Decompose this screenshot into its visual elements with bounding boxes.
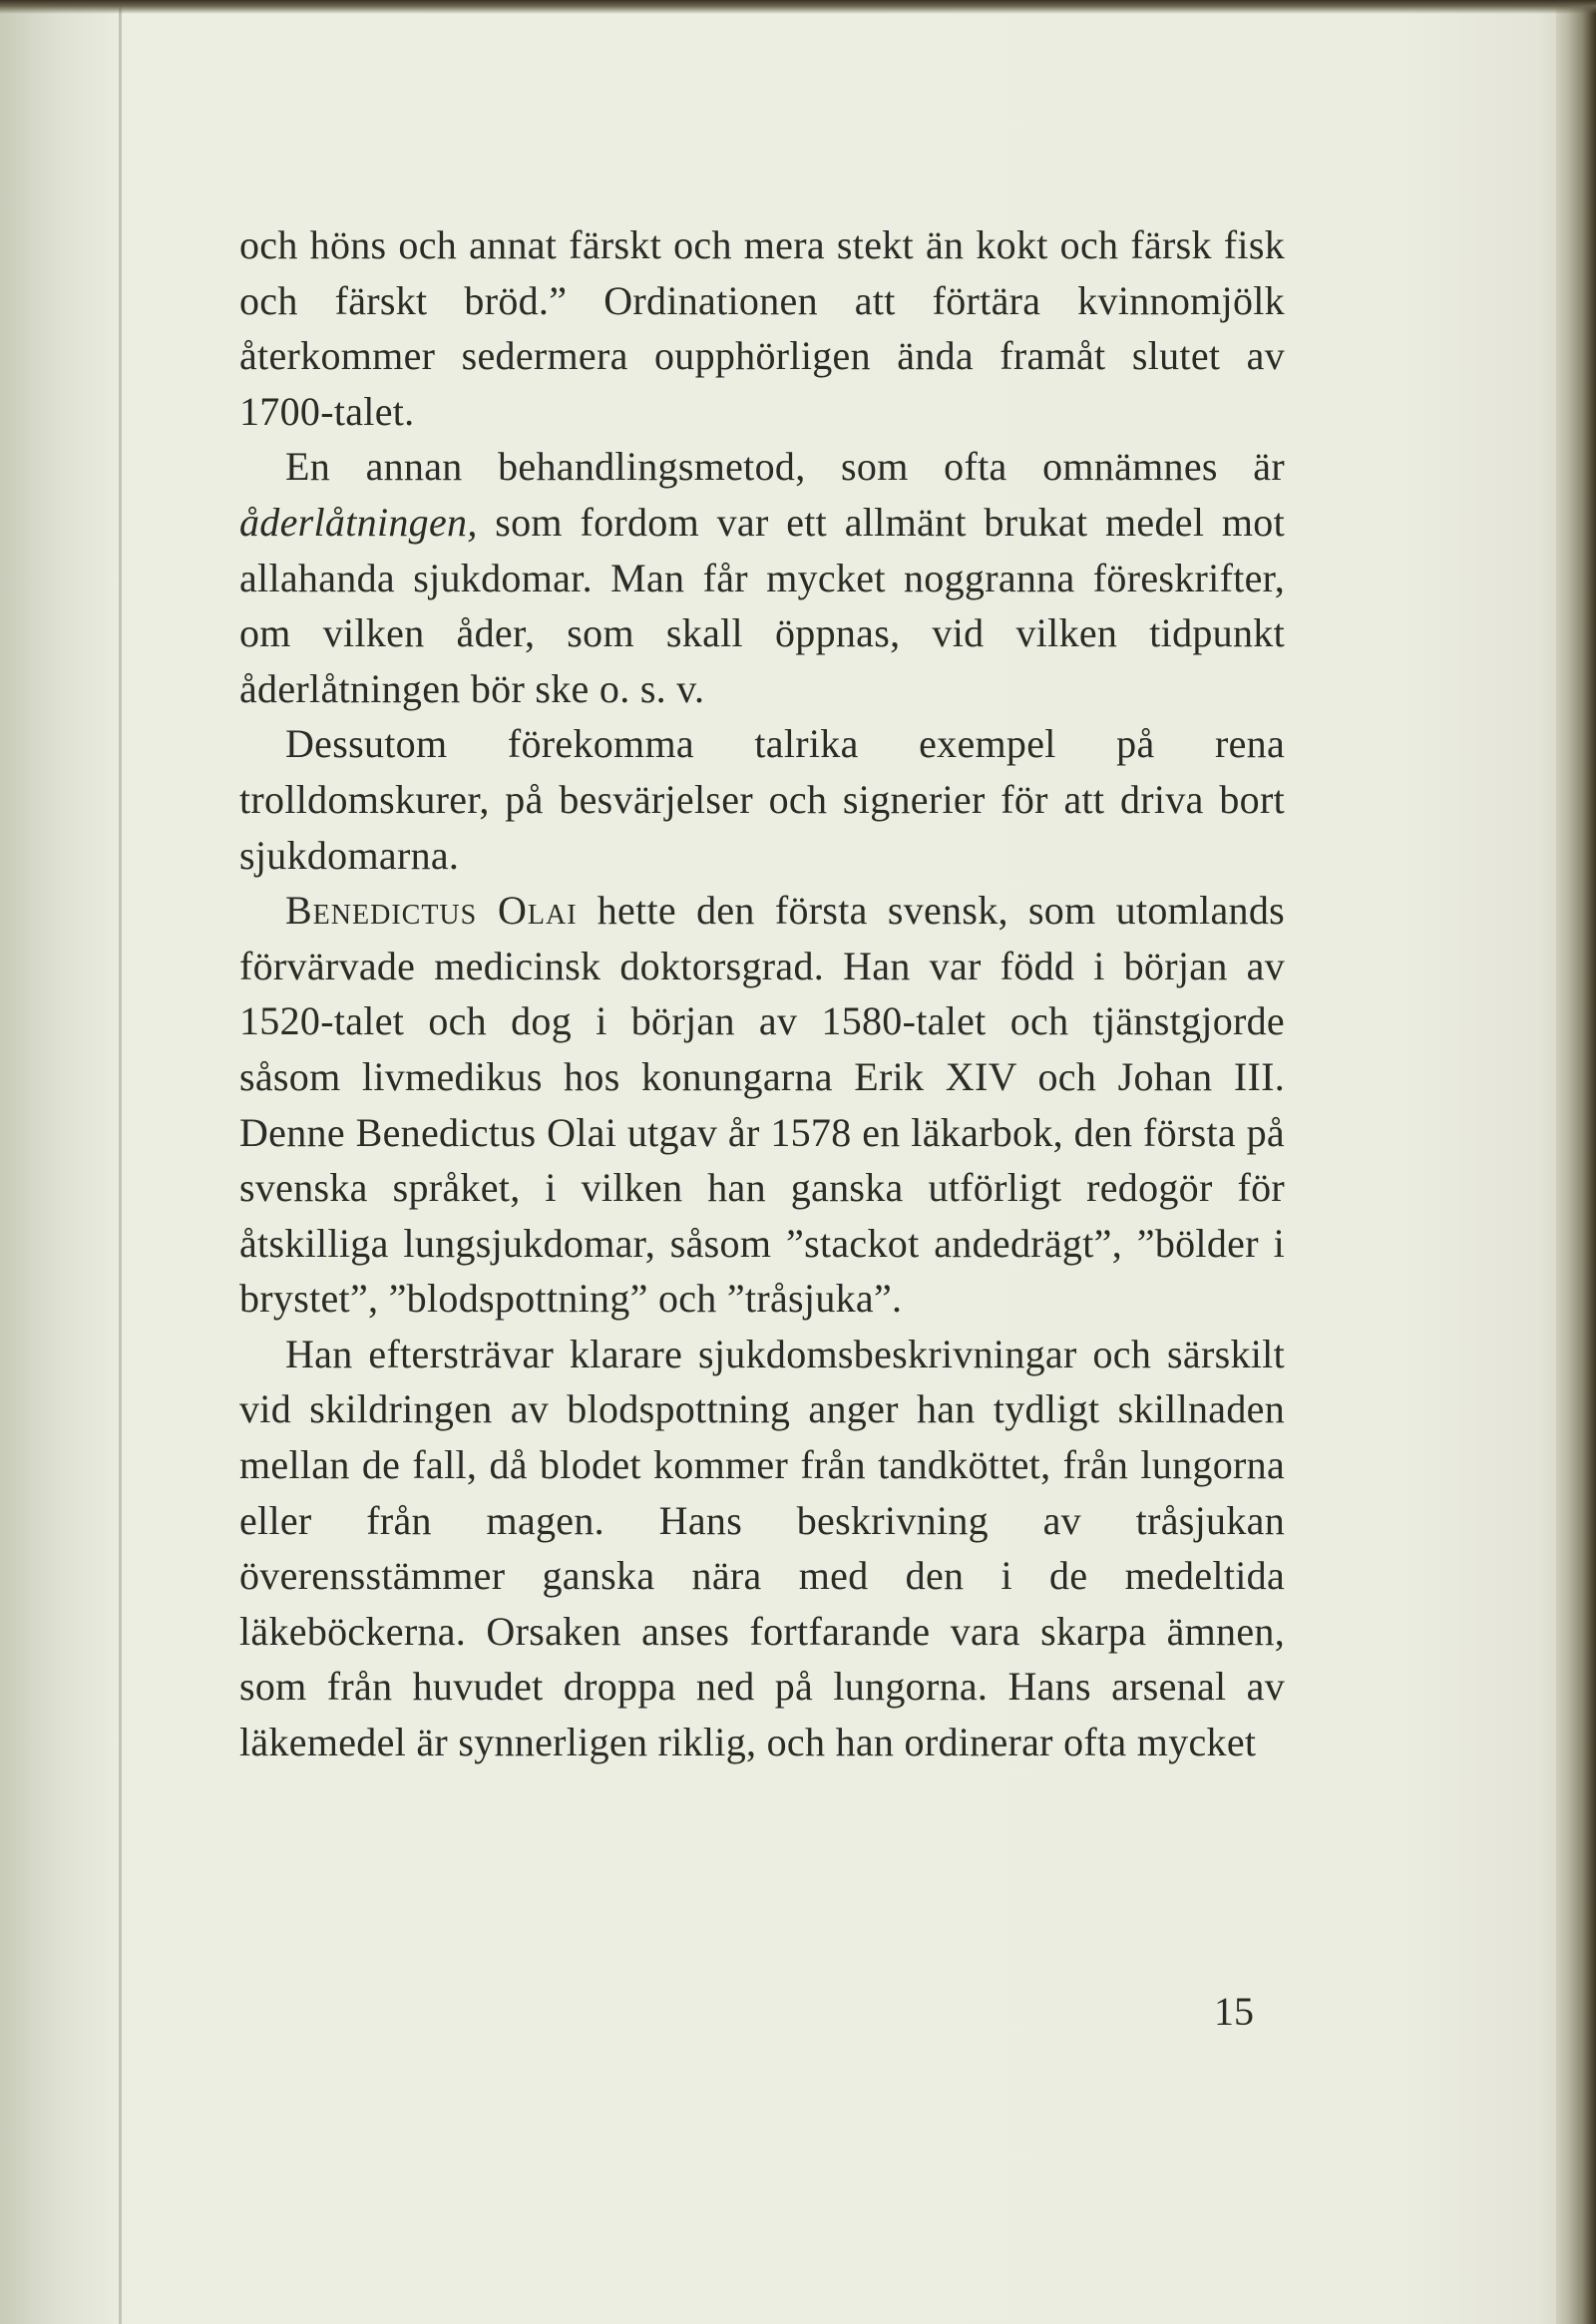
paragraph-2	[239, 439, 1285, 716]
person-name: Benedictus Olai	[285, 888, 578, 934]
emphasized-term: åderlåtningen,	[239, 499, 478, 545]
book-edge	[1556, 0, 1596, 2324]
paragraph-1: och höns och annat färskt och mera stekt än kokt och färsk fisk och färskt bröd.” Ordinationen att förtära kvinnomjölk återkommer sedermera oupphörligen ända framåt slutet av 1700-talet.	[239, 222, 1285, 434]
paragraph-3: Dessutom förekomma talrika exempel på rena trolldomskurer, på besvärjelser och signerier för att driva bort sjukdomarna.	[239, 721, 1285, 878]
binding-fold	[119, 0, 122, 2324]
paragraph-2-lead: En annan behandlingsmetod, som ofta omnämnes är	[285, 444, 1285, 490]
page-number: 15	[1214, 1989, 1254, 2034]
paragraph-2-rest: som fordom var ett allmänt brukat medel mot allahanda sjukdomar. Man får mycket noggranna föreskrifter, om vilken åder, som skall öppnas, vid vilken tidpunkt åderlåtningen bör ske o. s. v.	[239, 499, 1285, 711]
paragraph-4	[239, 883, 1285, 1327]
paragraph-4-rest: hette den första svensk, som utomlands förvärvade medicinsk doktorsgrad. Han var född i början av 1520-talet och dog i början av 1580-talet och tjänstgjorde såsom livmedikus hos konungarna Erik XIV och Johan III. Denne Benedictus Olai utgav år 1578 en läkarbok, den första på svenska språket, i vilken han ganska utförligt redogör för åtskilliga lungsjukdomar, såsom ”stackot andedrägt”, ”bölder i brystet”, ”blodspottning” och ”tråsjuka”.	[239, 888, 1285, 1322]
paragraph-5: Han eftersträvar klarare sjukdomsbeskrivningar och särskilt vid skildringen av blodspottning anger han tydligt skillnaden mellan de fall, då blodet kommer från tandköttet, från lungorna eller från magen. Hans beskrivning av tråsjukan överensstämmer ganska nära med den i de medeltida läkeböckerna. Orsaken anses fortfarande vara skarpa ämnen, som från huvudet droppa ned på lungorna. Hans arsenal av läkemedel är synnerligen riklig, och han ordinerar ofta mycket	[239, 1331, 1285, 1765]
top-edge	[0, 0, 1596, 14]
page-gutter	[0, 0, 122, 2324]
body-text	[239, 217, 1285, 1770]
